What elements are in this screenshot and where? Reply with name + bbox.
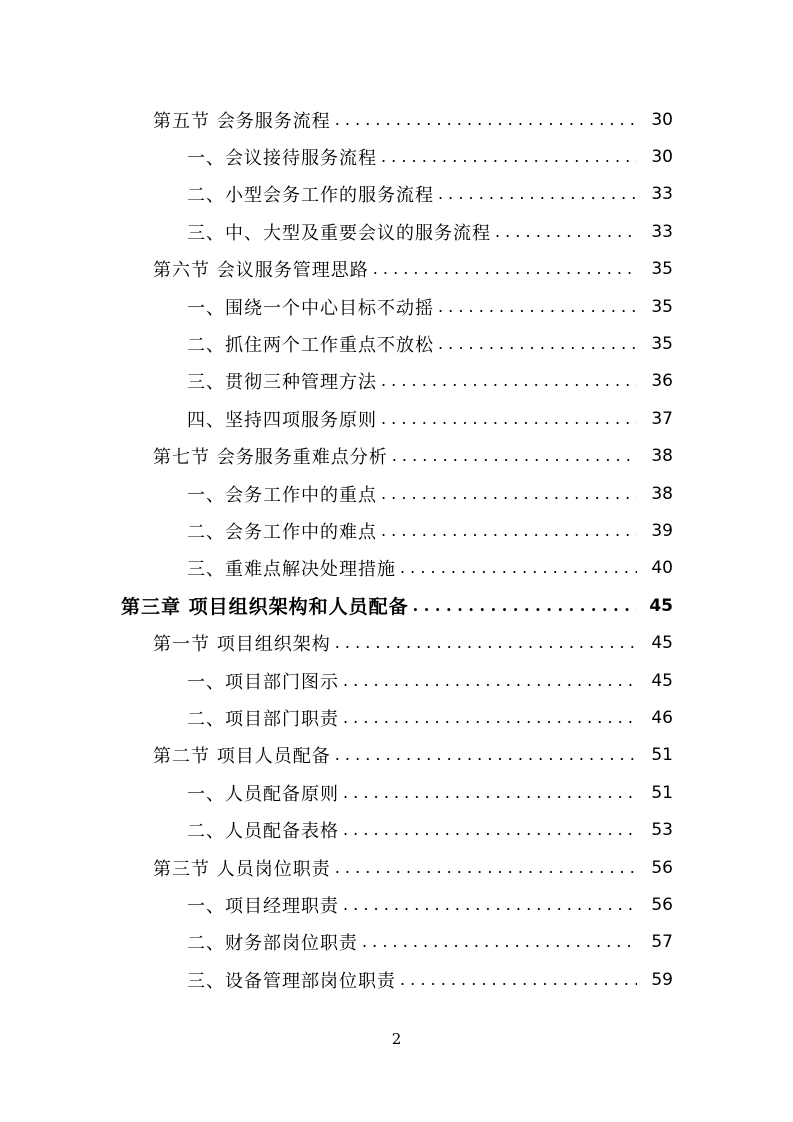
toc-entry-section[interactable] — [0, 849, 793, 886]
toc-entry-page-number: 56 — [651, 894, 673, 915]
toc-entry-title: 三、中、大型及重要会议的服务流程 — [187, 222, 491, 244]
toc-entry-item[interactable] — [0, 886, 793, 923]
toc-entry-title: 第三节 人员岗位职责 — [153, 858, 331, 880]
toc-entry-title: 三、贯彻三种管理方法 — [187, 372, 377, 394]
toc-entry-title: 一、会务工作中的重点 — [187, 484, 377, 506]
toc-entry-item[interactable] — [0, 774, 793, 811]
table-of-contents — [0, 101, 793, 998]
dot-leader — [495, 224, 637, 240]
toc-entry-page-number: 46 — [651, 707, 673, 728]
toc-entry-title: 第一节 项目组织架构 — [153, 634, 331, 656]
dot-leader — [381, 373, 637, 389]
toc-entry-item[interactable] — [0, 699, 793, 736]
toc-entry-chapter[interactable] — [0, 587, 793, 624]
dot-leader — [373, 261, 637, 277]
toc-entry-title: 一、会议接待服务流程 — [187, 148, 377, 170]
dot-leader — [343, 897, 637, 913]
dot-leader — [400, 972, 637, 988]
dot-leader — [381, 523, 637, 539]
dot-leader — [381, 486, 637, 502]
toc-entry-item[interactable] — [0, 662, 793, 699]
toc-entry-title: 二、财务部岗位职责 — [187, 933, 358, 955]
toc-entry-page-number: 30 — [651, 147, 673, 168]
toc-entry-title: 第六节 会议服务管理思路 — [153, 260, 369, 282]
toc-entry-item[interactable] — [0, 213, 793, 250]
toc-entry-title: 二、小型会务工作的服务流程 — [187, 185, 434, 207]
toc-entry-title: 第二节 项目人员配备 — [153, 746, 331, 768]
toc-entry-page-number: 36 — [651, 371, 673, 392]
toc-entry-page-number: 40 — [651, 558, 673, 579]
dot-leader — [343, 822, 637, 838]
toc-entry-title: 一、围绕一个中心目标不动摇 — [187, 297, 434, 319]
toc-entry-item[interactable] — [0, 325, 793, 362]
dot-leader — [335, 860, 637, 876]
toc-entry-title: 一、项目经理职责 — [187, 895, 339, 917]
dot-leader — [438, 299, 637, 315]
toc-entry-page-number: 53 — [651, 820, 673, 841]
toc-entry-title: 一、人员配备原则 — [187, 783, 339, 805]
toc-entry-page-number: 35 — [651, 259, 673, 280]
dot-leader — [400, 560, 637, 576]
dot-leader — [335, 747, 637, 763]
toc-entry-title: 第五节 会务服务流程 — [153, 110, 331, 132]
dot-leader — [343, 710, 637, 726]
toc-entry-page-number: 38 — [651, 446, 673, 467]
toc-entry-title: 二、抓住两个工作重点不放松 — [187, 335, 434, 357]
toc-entry-page-number: 59 — [651, 969, 673, 990]
toc-entry-page-number: 30 — [651, 109, 673, 130]
toc-entry-title: 第三章 项目组织架构和人员配备 — [121, 596, 409, 619]
toc-entry-item[interactable] — [0, 400, 793, 437]
toc-entry-page-number: 45 — [649, 595, 673, 616]
dot-leader — [343, 785, 637, 801]
toc-entry-page-number: 35 — [651, 296, 673, 317]
dot-leader — [413, 598, 637, 614]
toc-entry-page-number: 35 — [651, 334, 673, 355]
toc-entry-title: 二、人员配备表格 — [187, 821, 339, 843]
toc-entry-section[interactable] — [0, 101, 793, 138]
toc-entry-title: 二、会务工作中的难点 — [187, 521, 377, 543]
toc-entry-item[interactable] — [0, 550, 793, 587]
toc-entry-page-number: 45 — [651, 670, 673, 691]
toc-entry-title: 四、坚持四项服务原则 — [187, 409, 377, 431]
toc-entry-item[interactable] — [0, 961, 793, 998]
toc-entry-page-number: 51 — [651, 745, 673, 766]
toc-entry-section[interactable] — [0, 251, 793, 288]
toc-entry-item[interactable] — [0, 363, 793, 400]
toc-entry-item[interactable] — [0, 512, 793, 549]
toc-entry-title: 三、重难点解决处理措施 — [187, 559, 396, 581]
toc-entry-page-number: 38 — [651, 483, 673, 504]
toc-entry-page-number: 39 — [651, 520, 673, 541]
dot-leader — [381, 149, 637, 165]
dot-leader — [335, 635, 637, 651]
dot-leader — [438, 336, 637, 352]
toc-entry-item[interactable] — [0, 138, 793, 175]
dot-leader — [343, 673, 637, 689]
toc-entry-section[interactable] — [0, 624, 793, 661]
toc-entry-page-number: 33 — [651, 221, 673, 242]
toc-entry-title: 一、项目部门图示 — [187, 671, 339, 693]
toc-entry-page-number: 45 — [651, 633, 673, 654]
toc-entry-section[interactable] — [0, 438, 793, 475]
toc-entry-title: 二、项目部门职责 — [187, 708, 339, 730]
dot-leader — [362, 934, 637, 950]
page-number: 2 — [391, 1030, 402, 1048]
toc-entry-page-number: 37 — [651, 408, 673, 429]
toc-entry-item[interactable] — [0, 924, 793, 961]
toc-entry-section[interactable] — [0, 737, 793, 774]
dot-leader — [438, 186, 637, 202]
dot-leader — [381, 411, 637, 427]
toc-entry-page-number: 51 — [651, 782, 673, 803]
toc-entry-item[interactable] — [0, 811, 793, 848]
toc-entry-page-number: 33 — [651, 184, 673, 205]
toc-entry-item[interactable] — [0, 176, 793, 213]
toc-entry-title: 三、设备管理部岗位职责 — [187, 970, 396, 992]
toc-entry-page-number: 56 — [651, 857, 673, 878]
toc-entry-page-number: 57 — [651, 932, 673, 953]
toc-entry-item[interactable] — [0, 288, 793, 325]
toc-entry-title: 第七节 会务服务重难点分析 — [153, 447, 388, 469]
dot-leader — [392, 448, 637, 464]
toc-entry-item[interactable] — [0, 475, 793, 512]
dot-leader — [335, 112, 637, 128]
